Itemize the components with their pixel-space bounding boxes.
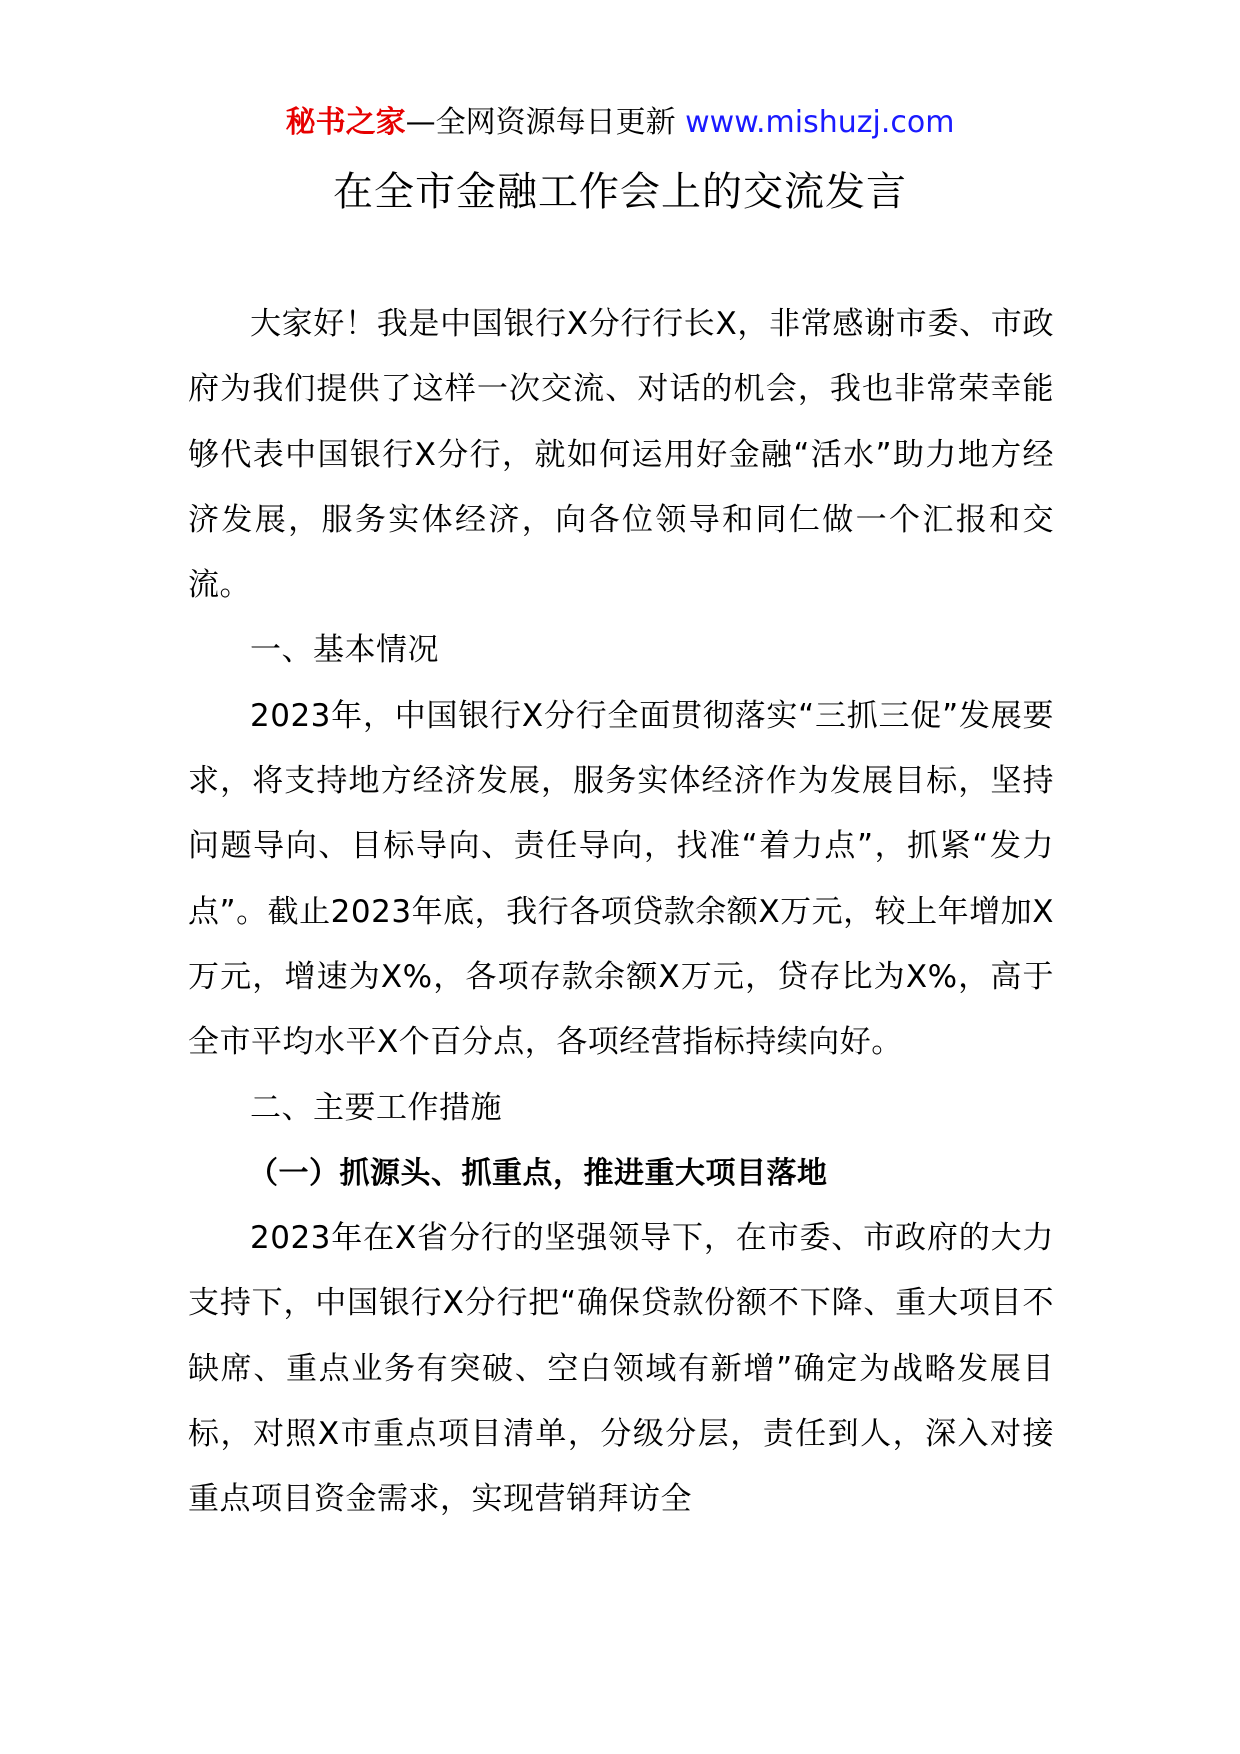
section-heading-basic-situation: 一、基本情况 <box>250 632 439 669</box>
brand-name: 秘书之家 <box>285 105 406 140</box>
document-title: 在全市金融工作会上的交流发言 <box>333 169 907 215</box>
site-header <box>0 100 1240 146</box>
paragraph-basic-situation: 2023年，中国银行X分行全面贯彻落实“三抓三促”发展要求，将支持地方经济发展，服务实体经济作为发展目标，坚持问题导向、目标导向、责任导向，找准“着力点”，抓紧“发力点”。截止2023年底，我行各项贷款余额X万元，较上年增加X万元，增速为X%，各项存款余额X万元，贷存比为X%，高于全市平均水平X个百分点，各项经营指标持续向好。 <box>188 697 1054 1061</box>
paragraph-major-projects: 2023年在X省分行的坚强领导下，在市委、市政府的大力支持下，中国银行X分行把“确保贷款份额不下降、重大项目不缺席、重点业务有突破、空白领域有新增”确定为战略发展目标，对照X市重点项目清单，分级分层，责任到人，深入对接重点项目资金需求，实现营销拜访全 <box>188 1220 1054 1518</box>
subsection-heading-1: （一）抓源头、抓重点，推进重大项目落地 <box>248 1155 828 1191</box>
header-slogan: —全网资源每日更新 <box>405 105 676 140</box>
site-url-link[interactable]: www.mishuzj.com <box>685 105 955 140</box>
section-heading-main-measures: 二、主要工作措施 <box>250 1089 502 1126</box>
document-body <box>188 292 1054 1533</box>
paragraph-intro: 大家好！我是中国银行X分行行长X，非常感谢市委、市政府为我们提供了这样一次交流、对话的机会，我也非常荣幸能够代表中国银行X分行，就如何运用好金融“活水”助力地方经济发展，服务实体经济，向各位领导和同仁做一个汇报和交流。 <box>188 306 1054 604</box>
